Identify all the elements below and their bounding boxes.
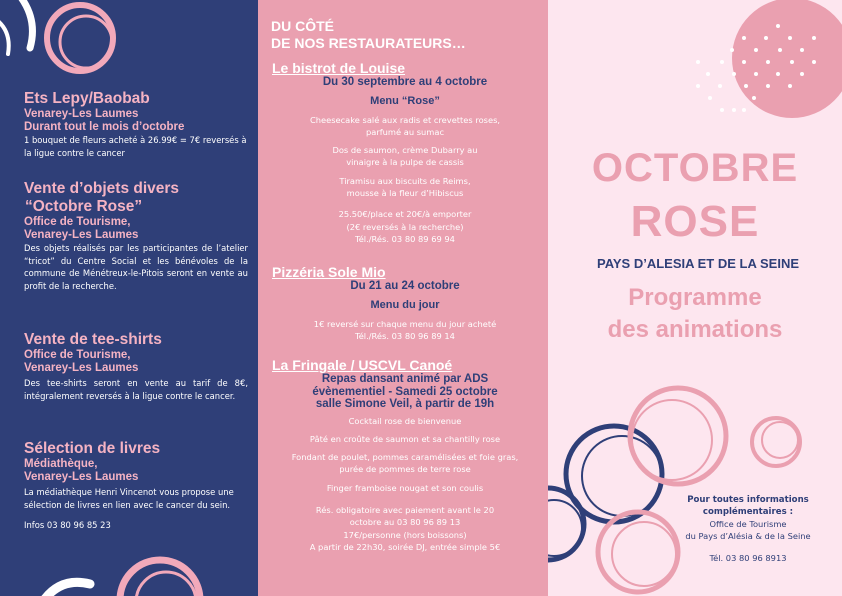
section-subtitle: Office de Tourisme, Venarey-Les Laumes	[24, 216, 139, 241]
section-ets-lepy	[24, 90, 248, 159]
info-title: Pour toutes informations complémentaires :	[687, 495, 809, 517]
section-body: La médiathèque Henri Vincenot vous propose une sélection de livres en lien avec le cancer du sein.	[24, 487, 234, 510]
restaurant-la-fringale	[272, 357, 538, 553]
price-note: 17€/personne (hors boissons)	[343, 529, 467, 540]
section-title: Sélection de livres	[24, 440, 161, 457]
section-phone: Infos 03 80 96 85 23	[24, 520, 111, 530]
section-subtitle: Médiathèque, Venarey-Les Laumes	[24, 458, 139, 483]
restaurants-heading: DU CÔTÉ DE NOS RESTAURATEURS…	[271, 18, 466, 51]
menu-item: Finger framboise nougat et son coulis	[326, 482, 484, 493]
middle-panel	[258, 0, 548, 596]
menu-item: Cheesecake salé aux radis et crevettes roses, parfumé au sumac	[309, 114, 501, 137]
dj-note: A partir de 22h30, soirée DJ, entrée simple 5€	[309, 541, 501, 552]
info-organization: Office de Tourisme du Pays d’Alésia & de la Seine	[685, 519, 811, 541]
restaurant-name: Pizzéria Sole Mio	[272, 264, 386, 280]
info-phone: Tél. 03 80 96 8913	[709, 553, 787, 563]
reservation-phone: Tél./Rés. 03 80 96 89 14	[355, 330, 455, 341]
circles-decoration-bottom-left	[0, 536, 258, 596]
left-panel	[0, 0, 258, 596]
dotted-circle-decoration	[548, 0, 842, 140]
restaurant-date: Du 30 septembre au 4 octobre	[322, 76, 488, 88]
restaurant-sole-mio	[272, 264, 538, 342]
section-body: Des objets réalisés par les participantes de l’atelier “tricot” du Centre Social et les bénévoles de la commune de Ménétreux-le-Pitois seront en vente au profit de la recherche.	[24, 243, 248, 291]
reservation-note: Rés. obligatoire avec paiement avant le 20 octobre au 03 80 96 89 13	[315, 504, 495, 528]
main-title-rose: ROSE	[630, 197, 760, 246]
section-subtitle: Venarey-Les Laumes Durant tout le mois d’octobre	[24, 108, 185, 133]
section-livres	[24, 440, 248, 532]
restaurant-date: Du 21 au 24 octobre	[350, 280, 460, 292]
info-block	[668, 494, 828, 564]
restaurant-name: Le bistrot de Louise	[272, 60, 406, 76]
program-title: Programme des animations	[607, 284, 783, 343]
reservation-phone: Tél./Rés. 03 80 89 69 94	[355, 233, 455, 244]
section-title: Vente d’objets divers “Octobre Rose”	[24, 180, 180, 215]
price-note: 1€ reversé sur chaque menu du jour acheté	[313, 318, 497, 329]
section-title: Vente de tee-shirts	[24, 331, 162, 348]
main-title-octobre: OCTOBRE	[591, 146, 799, 190]
price-note: (2€ reversés à la recherche)	[346, 221, 464, 232]
price-note: 25.50€/place et 20€/à emporter	[338, 209, 472, 220]
menu-item: Tiramisu aux biscuits de Reims, mousse à la fleur d’Hibiscus	[339, 175, 471, 198]
section-vente-objets	[24, 180, 248, 292]
event-description: Repas dansant animé par ADS évènementiel - Samedi 25 octobre salle Simone Veil, à partir de 19h	[312, 373, 498, 410]
right-panel	[548, 0, 842, 596]
section-subtitle: Office de Tourisme, Venarey-Les Laumes	[24, 349, 139, 374]
section-body: Des tee-shirts seront en vente au tarif de 8€, intégralement reversés à la ligue contre le cancer.	[24, 378, 248, 401]
region-name: PAYS D’ALESIA ET DE LA SEINE	[596, 256, 800, 271]
section-title: Ets Lepy/Baobab	[24, 90, 150, 107]
menu-item: Pâté en croûte de saumon et sa chantilly rose	[309, 433, 501, 444]
circles-decoration-top-left	[0, 0, 258, 100]
section-tee-shirts	[24, 331, 248, 402]
menu-title: Menu “Rose”	[370, 94, 440, 107]
menu-item: Cocktail rose de bienvenue	[348, 415, 462, 426]
menu-item: Fondant de poulet, pommes caramélisées et foie gras, purée de pommes de terre rose	[291, 452, 519, 475]
section-body: 1 bouquet de fleurs acheté à 26.99€ = 7€ reversés à la ligue contre le cancer	[24, 135, 247, 158]
menu-title: Menu du jour	[370, 298, 440, 311]
restaurant-name: La Fringale / USCVL Canoé	[272, 357, 453, 373]
restaurant-bistrot-louise	[272, 60, 538, 245]
menu-item: Dos de saumon, crème Dubarry au vinaigre à la pulpe de cassis	[332, 145, 478, 168]
